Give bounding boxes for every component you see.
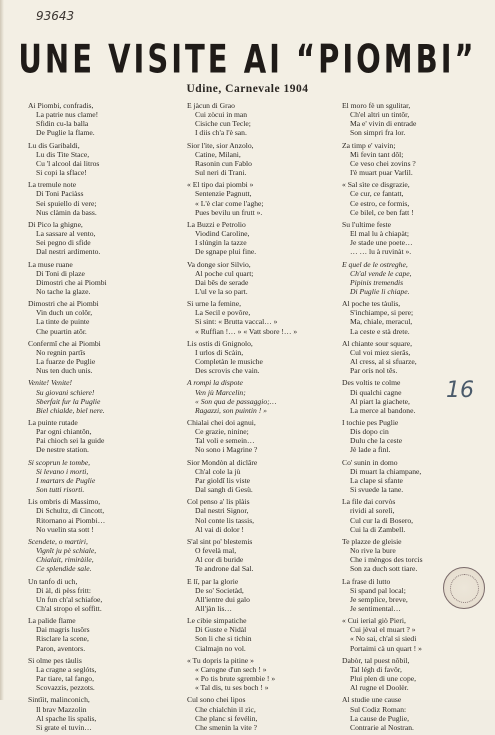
verse-line: Par gioldî lis viste [195, 475, 251, 485]
verse-line: Viodind Caroline, [195, 229, 250, 239]
stanza [28, 418, 183, 455]
verse-line: I slúngin la tazze [195, 238, 247, 248]
stanza [187, 695, 342, 732]
stanza [187, 339, 342, 376]
verse-line: Lis ostis di Gnignolo, [187, 338, 253, 348]
stanza [342, 497, 495, 534]
verse-line: Un fun ch'al schiafoe, [36, 594, 103, 604]
verse-line: Si scoprun le tombe, [28, 457, 91, 467]
verse-line: Ch'el altri un tintôr, [350, 110, 410, 120]
stanza [28, 656, 183, 693]
verse-line: « Cui ierial giò Pieri, [342, 616, 406, 626]
verse-line: De so' Societàd, [195, 585, 244, 595]
verse-line: Sberfait fur la Puglie [36, 396, 101, 406]
verse-line: Cui jèval el muart ? » [350, 625, 416, 635]
verse-line: Cul cur la di Bosero, [350, 515, 414, 525]
verse-line: Confermî che ai Piombi [28, 338, 101, 348]
verse-line: Al rugne el Doolèr. [350, 683, 409, 693]
verse-line: Par orís nol tês. [350, 366, 398, 376]
stanza [342, 339, 495, 376]
verse-line: Je semplice, breve, [350, 594, 408, 604]
verse-line: Ma e' vivin di entrade [350, 119, 417, 129]
verse-line: Plui plen di une cope, [350, 674, 417, 684]
verse-line: Dal nestri ardimento. [36, 247, 101, 257]
verse-line: La patrie nus clame! [36, 110, 99, 120]
verse-line: Dal nestri Signor, [195, 506, 249, 516]
verse-line: « Ruffian !… » « Vatt sbore !… » [195, 326, 298, 336]
verse-line: Ragazzi, son puintin ! » [195, 405, 267, 415]
verse-line: O fevelà mal, [195, 546, 237, 556]
verse-line: Che smenin la vite ? [195, 722, 257, 732]
page-subtitle: Udine, Carnevale 1904 [186, 83, 309, 95]
verse-line: La cragne a seglóts, [36, 664, 97, 674]
stanza [342, 656, 495, 693]
verse-line: La muse ruane [28, 259, 73, 269]
verse-line: Portaimi cà un quart ! » [350, 643, 422, 653]
catalog-number: 93643 [36, 9, 75, 23]
verse-line: Cul sono chei lipos [187, 695, 246, 705]
stanza [187, 101, 342, 138]
stanza [342, 141, 495, 178]
verse-line: S'inchiampe, si pere; [350, 308, 414, 318]
verse-line: Di Toni di plaze [36, 268, 85, 278]
verse-line: Si copi la sflace! [36, 168, 87, 178]
verse-line: Par tiare, tal fango, [36, 674, 94, 684]
stanza [187, 537, 342, 574]
verse-line: Al cor di buride [195, 555, 244, 565]
verse-line: Che i mèngos des torcis [350, 555, 423, 565]
verse-line: Ce grazie, ninine; [195, 427, 249, 437]
verse-line: Vin duch un colôr, [36, 308, 93, 318]
verse-line: Si olme pes tàulis [28, 655, 82, 665]
verse-line: La file dai corvòs [342, 497, 396, 507]
verse-line: Ce veso chei zovins ? [350, 158, 416, 168]
stanza [28, 339, 183, 376]
verse-line: Dai magris lusôrs [36, 625, 90, 635]
verse-line: Nus ten duch unis. [36, 366, 93, 376]
stanza [187, 497, 342, 534]
verse-line: Sior l'ite, sior Anzolo, [187, 140, 254, 150]
stanza [28, 537, 183, 574]
verse-line: La puinte rutade [28, 418, 78, 427]
verse-line: Scendete, o martiri, [28, 536, 88, 546]
verse-line: De sgnape plui fine. [195, 247, 257, 257]
verse-line: Al poche tes tàulis, [342, 299, 401, 309]
verse-line: « No sai, ch'al si siedi [350, 634, 417, 644]
verse-line: « Carogne d'un sech ! » [195, 664, 267, 674]
verse-line: Al vai di dolor ! [195, 524, 244, 534]
verse-line: Catine, Milani, [195, 149, 241, 159]
verse-line: Nus clàmin da bass. [36, 207, 97, 217]
verse-line: No vuelin sta sott ! [36, 524, 94, 534]
verse-line: Al poche cul quart; [195, 268, 254, 278]
verse-line: No rive la bure [350, 546, 396, 556]
verse-line: Ce cur, ce fantatt, [350, 189, 404, 199]
verse-line: « El tipo dai piombi » [187, 180, 254, 190]
verse-line: Za timp e' vaivin; [342, 140, 396, 150]
verse-line: L'ul ve la so part. [195, 286, 248, 296]
verse-line: Te androne dal Sal. [195, 564, 254, 574]
verse-line: Je sentimental… [350, 603, 401, 613]
verse-line: Che planc si fevélin, [195, 713, 258, 723]
verse-line: La Secil e povôre, [195, 308, 251, 318]
verse-line: Di muart la chiampane, [350, 466, 422, 476]
verse-line: Risclare la scene, [36, 634, 89, 644]
verse-line: Ch'al stropo el soffitt. [36, 603, 102, 613]
verse-line: Ce bilel, ce ben fatt ! [350, 207, 414, 217]
page-title: UNE VISITE AI “PIOMBI” [18, 36, 477, 82]
verse-line: La fuarze de Puglie [36, 357, 96, 367]
verse-line: Di Guste e Nidàl [195, 625, 247, 635]
verse-line: S'al sint po' blestemis [187, 536, 253, 546]
verse-line: Dimostri che ai Piombi [28, 299, 99, 309]
verse-line: Jè lade a finl. [350, 445, 391, 455]
verse-line: El mal lu à chiapàt; [350, 229, 410, 239]
verse-line: Dulu che la ceste [350, 436, 403, 446]
verse-line: La frase di lutto [342, 576, 391, 586]
verse-line: Che chialchin il zìc, [195, 704, 256, 714]
stanza [28, 458, 183, 495]
verse-line: « Tu dopris la pitine » [187, 655, 254, 665]
verse-line: Ch'al vende le cape, [350, 268, 412, 278]
verse-line: Dis dopo cin [350, 427, 389, 437]
verse-line: De Puglie la flame. [36, 128, 95, 138]
stanza [28, 101, 183, 138]
verse-line: Chialai chei doi agnui, [187, 418, 256, 427]
verse-line: rividi al sorelì, [350, 506, 395, 516]
verse-line: Pai chioch sei la guide [36, 436, 105, 446]
verse-line: Su l'ultime feste [342, 219, 392, 229]
verse-line: Tal légh di favôr, [350, 664, 402, 674]
stanza [187, 378, 342, 415]
verse-line: I diis ch'a l'è san. [195, 128, 247, 138]
verse-line: Pues bevilu un frutt ». [195, 207, 263, 217]
verse-line: Ritornano ai Piombi… [36, 515, 106, 525]
verse-line: Di àl, di pèss fritt: [36, 585, 92, 595]
verse-line: Vignît ju pè schiale, [36, 546, 97, 556]
verse-line: De nestre station. [36, 445, 89, 455]
verse-line: Cui zòcui in man [195, 110, 248, 120]
stanza [342, 418, 495, 455]
stanza [187, 616, 342, 653]
verse-line: I martars de Puglie [36, 475, 96, 485]
verse-line: Cialmajn no vol. [195, 643, 246, 653]
verse-line: No sono i Magrine ? [195, 445, 258, 455]
verse-line: E quel de le ostreghe, [342, 259, 408, 269]
verse-line: El moro fè un sgulitar, [342, 101, 411, 110]
verse-line: Sei spuiello di vere; [36, 198, 97, 208]
stanza [28, 577, 183, 614]
verse-line: « L'è clar come l'aghe; [195, 198, 264, 208]
stanza [28, 695, 183, 732]
stanza [342, 616, 495, 653]
verse-line: Mi fevin tant dôl; [350, 149, 404, 159]
verse-line: Te plazze de gleisie [342, 536, 402, 546]
stanza [342, 695, 495, 732]
verse-line: Je stade une poete… [350, 238, 413, 248]
verse-line: Al spache lis spalis, [36, 713, 97, 723]
verse-line: Ce splendide sale. [36, 564, 92, 574]
verse-line: … … lu à ruvinàt ». [350, 247, 412, 257]
verse-line: Rasonin cun Fablo [195, 158, 252, 168]
library-stamp [443, 567, 485, 609]
verse-line: Des voltis te colme [342, 378, 401, 388]
verse-line: A rompi la dispote [187, 378, 243, 388]
verse-line: Col penso a' lis plàis [187, 497, 250, 507]
verse-line: Si levano i morti, [36, 466, 89, 476]
verse-line: Paron, aventors. [36, 643, 86, 653]
stanza [28, 299, 183, 336]
verse-line: Dai bês de serade [195, 277, 249, 287]
stanza [187, 418, 342, 455]
stanza [187, 260, 342, 297]
stanza [342, 180, 495, 217]
stanza [187, 577, 342, 614]
stanza [187, 656, 342, 693]
verse-line: Son tutti risorti. [36, 485, 85, 495]
verse-line: Sei pegno di sfide [36, 238, 91, 248]
verse-line: Son simpri fra lor. [350, 128, 406, 138]
verse-line: La sassare al vento, [36, 229, 96, 239]
verse-line: Son li che si tichin [195, 634, 252, 644]
verse-line: No regnin partîs [36, 347, 86, 357]
verse-line: Si spand pal local; [350, 585, 406, 595]
stanza [28, 260, 183, 297]
stanza [28, 220, 183, 257]
poem-column-3 [342, 101, 495, 735]
verse-line: Sul neri di Trani. [195, 168, 247, 178]
verse-line: Lu dis Garibaldi, [28, 140, 80, 150]
verse-line: Contrarie al Nostran. [350, 722, 414, 732]
verse-line: Chialait, rimiràile, [36, 555, 94, 565]
verse-line: Co' sunin in domo [342, 457, 398, 467]
verse-line: Cui la di Zambell. [350, 524, 406, 534]
verse-line: La tremule note [28, 180, 77, 190]
verse-line: Cu 'l alcool dai litros [36, 158, 100, 168]
verse-line: Venite! Venite! [28, 378, 73, 388]
verse-line: « Son qua de passaggio;… [195, 396, 277, 406]
poem-column-1 [28, 101, 183, 735]
verse-line: Lis ombris di Massimo, [28, 497, 101, 507]
verse-line: Al piart la giachete, [350, 396, 410, 406]
verse-line: « Sal sìte ce disgrazie, [342, 180, 410, 190]
verse-line: Di Toni Paciàss [36, 189, 84, 199]
verse-line: Scovazzis, pezzots. [36, 683, 95, 693]
stanza [28, 497, 183, 534]
stanza [187, 299, 342, 336]
stanza [342, 299, 495, 336]
verse-line: Al cress, al si sfuarze, [350, 357, 417, 367]
verse-line: Il brav Mazzolin [36, 704, 87, 714]
verse-line: E lî, par la glorie [187, 576, 239, 586]
stanza [28, 616, 183, 653]
stanza [342, 220, 495, 257]
verse-line: Si grate el tuvin… [36, 722, 92, 732]
verse-line: Cisiche cun Tecle; [195, 119, 251, 129]
verse-line: Lu dis Tite Stace, [36, 149, 90, 159]
verse-line: Ch'al cole la jù [195, 466, 241, 476]
verse-line: « Tal dis, tu ses boch ! » [195, 683, 269, 693]
verse-line: Di Puglie li chiape. [350, 286, 410, 296]
verse-line: Des scrovis che vain. [195, 366, 260, 376]
verse-line: Dabòr, tal puest nôbil, [342, 655, 410, 665]
verse-line: Le cibie simpatiche [187, 616, 247, 626]
verse-line: I tochie pes Puglie [342, 418, 399, 427]
verse-line: Pipinis tremendis [350, 277, 404, 287]
verse-line: All'ientre dui galo [195, 594, 250, 604]
verse-line: All'jàn lis… [195, 603, 233, 613]
stanza [342, 260, 495, 297]
verse-line: La merce al bandone. [350, 405, 416, 415]
stanza [187, 220, 342, 257]
verse-line: E jàcun di Grao [187, 101, 235, 110]
verse-line: Al studie une cause [342, 695, 402, 705]
verse-line: Sentenzie Pagnutt, [195, 189, 252, 199]
verse-line: Dal sangh di Gesù. [195, 485, 253, 495]
stanza [187, 458, 342, 495]
stanza [28, 378, 183, 415]
verse-line: Ce estro, ce formis, [350, 198, 410, 208]
verse-line: Ai Piombi, confradis, [28, 101, 94, 110]
stanza [342, 101, 495, 138]
poem-column-2 [187, 101, 342, 735]
stanza [28, 180, 183, 217]
verse-line: La ceste e stà drete. [350, 326, 410, 336]
stanza [342, 458, 495, 495]
verse-line: Son za duch sott tiare. [350, 564, 418, 574]
verse-line: Tal voli e semein… [195, 436, 255, 446]
verse-line: Ven jù Marcelin; [195, 387, 246, 397]
shelf-mark: 16 [446, 378, 474, 403]
verse-line: Si urne la femine, [187, 299, 241, 309]
verse-line: La cause de Puglie, [350, 713, 410, 723]
verse-line: Sior Mondòn al diclâre [187, 457, 258, 467]
verse-line: La palide flame [28, 616, 76, 626]
verse-line: No tache la glaze. [36, 286, 91, 296]
verse-line: Completàn le musiche [195, 357, 263, 367]
verse-line: Sintîit, malinconich, [28, 695, 90, 705]
verse-line: « Po tis brute sgrembie ! » [195, 674, 276, 684]
verse-line: Sfidin cu-la balla [36, 119, 89, 129]
verse-line: Si svuede la tane. [350, 485, 404, 495]
verse-line: Di Schultz, di Cincott, [36, 506, 105, 516]
stanza [28, 141, 183, 178]
verse-line: I urlos di Scàin, [195, 347, 244, 357]
verse-line: Di qualchi cagne [350, 387, 402, 397]
verse-line: Al chiante sour square, [342, 338, 413, 348]
verse-line: Su giovani schiere! [36, 387, 95, 397]
verse-line: La Buzzi e Petrolio [187, 219, 246, 229]
verse-line: Par ogni chiantôn, [36, 427, 92, 437]
stanza [187, 141, 342, 178]
verse-line: Va donge sior Silvio, [187, 259, 251, 269]
verse-line: Si sint: « Brutta vaccal… » [195, 317, 278, 327]
verse-line: La clape si sfante [350, 475, 403, 485]
verse-line: Che puartin atôr. [36, 326, 87, 336]
verse-line: Sul Codiz Roman: [350, 704, 407, 714]
verse-line: Dimostri che ai Piombi [36, 277, 107, 287]
stanza [187, 180, 342, 217]
verse-line: Ma, chiale, meracul, [350, 317, 413, 327]
verse-line: I'è muart puar Varlìl. [350, 168, 413, 178]
verse-line: Biel chialde, biel nere. [36, 405, 105, 415]
verse-line: Nol conte lis tassis, [195, 515, 255, 525]
verse-line: Cul voi miez sierâs, [350, 347, 411, 357]
verse-line: Un tanfo di uch, [28, 576, 78, 586]
verse-line: Di Pico la ghigne, [28, 219, 83, 229]
verse-line: La tinte de puinte [36, 317, 90, 327]
